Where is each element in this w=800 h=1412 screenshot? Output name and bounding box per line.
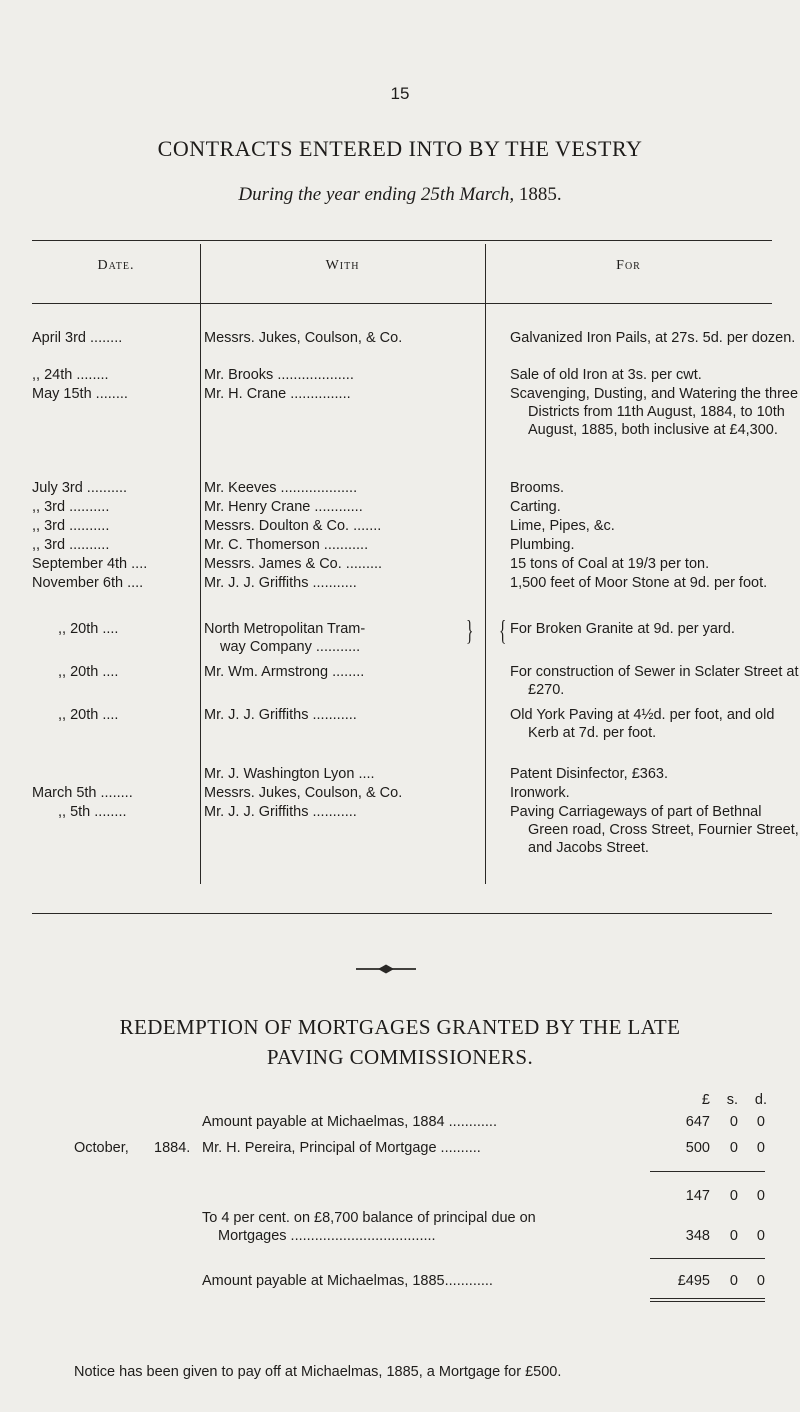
- ledger-pence: 0: [756, 1140, 765, 1156]
- col-head-shillings: s.: [726, 1092, 738, 1108]
- row-for: Sale of old Iron at 3s. per cwt.: [510, 367, 702, 383]
- row-for: For construction of Sewer in Sclater Street at £270.: [510, 664, 799, 698]
- sum-rule: [650, 1258, 765, 1259]
- row-for: Lime, Pipes, &c.: [510, 518, 615, 534]
- row-with: Mr. Wm. Armstrong ........: [204, 664, 365, 680]
- row-for: Old York Paving at 4½d. per foot, and old Kerb at 7d. per foot.: [510, 707, 775, 741]
- ledger-date: October,: [74, 1140, 129, 1156]
- row-for: Patent Disinfector, £363.: [510, 766, 668, 782]
- row-date: April 3rd ........: [32, 330, 123, 346]
- row-date: ,, 24th ........: [32, 367, 109, 383]
- row-for: Galvanized Iron Pails, at 27s. 5d. per dozen.: [510, 330, 796, 346]
- ledger-shillings: 0: [729, 1140, 738, 1156]
- total-rule: [650, 1301, 765, 1302]
- ledger-pence: 0: [756, 1228, 765, 1244]
- row-with: Mr. Henry Crane ............: [204, 499, 363, 515]
- ledger-year: 1884.: [154, 1140, 191, 1156]
- ledger-shillings: 0: [729, 1188, 738, 1204]
- row-with: Mr. J. Washington Lyon ....: [204, 766, 375, 782]
- ledger-pounds: 647: [685, 1114, 710, 1130]
- row-date: ,, 3rd ..........: [32, 499, 110, 515]
- table-top-rule: [32, 240, 772, 241]
- row-for: Scavenging, Dusting, and Watering the three Districts from 11th August, 1884, to 10th August, 1885, both inclusive at £4,300.: [510, 386, 799, 438]
- row-with: Mr. Brooks ...................: [204, 367, 354, 383]
- subtitle: [0, 184, 800, 206]
- right-brace: }: [466, 616, 474, 647]
- row-for: 1,500 feet of Moor Stone at 9d. per foot.: [510, 575, 768, 591]
- ledger-text: Amount payable at Michaelmas, 1884 ............: [202, 1114, 497, 1130]
- ledger-pence: 0: [756, 1114, 765, 1130]
- row-date: September 4th ....: [32, 556, 148, 572]
- table-header-rule: [32, 303, 772, 304]
- row-with: Messrs. Jukes, Coulson, & Co.: [204, 785, 403, 801]
- total-rule: [650, 1298, 765, 1299]
- ledger-pounds: 500: [685, 1140, 710, 1156]
- page-number: 15: [390, 84, 410, 103]
- row-date: ,, 5th ........: [58, 804, 127, 820]
- row-with: Mr. Keeves ...................: [204, 480, 358, 496]
- page-title: CONTRACTS ENTERED INTO BY THE VESTRY: [157, 136, 643, 161]
- ledger-pounds: £495: [677, 1273, 710, 1289]
- row-date: ,, 3rd ..........: [32, 537, 110, 553]
- header-with: With: [325, 258, 360, 273]
- ledger-text: Mr. H. Pereira, Principal of Mortgage ..........: [202, 1140, 481, 1156]
- row-with: Mr. J. J. Griffiths ...........: [204, 575, 357, 591]
- table-bottom-rule: [32, 913, 772, 914]
- col-head-pence: d.: [754, 1092, 767, 1108]
- row-for: For Broken Granite at 9d. per yard.: [510, 621, 735, 637]
- ledger-pence: 0: [756, 1273, 765, 1289]
- row-for: Ironwork.: [510, 785, 570, 801]
- subtitle-period: During the year ending 25th March,: [238, 184, 515, 205]
- row-for: Paving Carriageways of part of Bethnal Green road, Cross Street, Fournier Street, and Jacobs Street.: [510, 804, 799, 856]
- row-for: Plumbing.: [510, 537, 575, 553]
- ledger-pounds: 348: [685, 1228, 710, 1244]
- ledger-text: Amount payable at Michaelmas, 1885............: [202, 1273, 493, 1289]
- table-divider-2: [485, 244, 486, 884]
- row-with-line1: North Metropolitan Tram-: [204, 621, 366, 637]
- row-date: ,, 3rd ..........: [32, 518, 110, 534]
- ledger-pence: 0: [756, 1188, 765, 1204]
- ornament-divider: [356, 963, 416, 975]
- row-with: Mr. H. Crane ...............: [204, 386, 351, 402]
- row-date: March 5th ........: [32, 785, 133, 801]
- section-title-line2: PAVING COMMISSIONERS.: [266, 1045, 534, 1069]
- row-with: Messrs. Jukes, Coulson, & Co.: [204, 330, 403, 346]
- ledger-text: To 4 per cent. on £8,700 balance of principal due on: [202, 1210, 536, 1226]
- row-with: Mr. J. J. Griffiths ...........: [204, 804, 357, 820]
- ledger-pounds: 147: [685, 1188, 710, 1204]
- row-for: 15 tons of Coal at 19/3 per ton.: [510, 556, 710, 572]
- section-title-line1: REDEMPTION OF MORTGAGES GRANTED BY THE LATE: [119, 1015, 681, 1039]
- row-with: Mr. J. J. Griffiths ...........: [204, 707, 357, 723]
- ledger-shillings: 0: [729, 1114, 738, 1130]
- table-divider-1: [200, 244, 201, 884]
- ledger-text-cont: Mortgages ....................................: [218, 1228, 436, 1244]
- col-head-pounds: £: [701, 1092, 710, 1108]
- ledger-shillings: 0: [729, 1273, 738, 1289]
- sum-rule: [650, 1171, 765, 1172]
- header-for: For: [616, 258, 641, 273]
- row-for: Carting.: [510, 499, 561, 515]
- row-date: ,, 20th ....: [58, 621, 119, 637]
- left-brace: {: [499, 616, 507, 647]
- row-with: Messrs. Doulton & Co. .......: [204, 518, 382, 534]
- notice-text: Notice has been given to pay off at Michaelmas, 1885, a Mortgage for £500.: [74, 1364, 562, 1380]
- row-date: ,, 20th ....: [58, 707, 119, 723]
- row-with-line2: way Company ...........: [220, 639, 361, 655]
- row-for: Brooms.: [510, 480, 564, 496]
- row-date: November 6th ....: [32, 575, 144, 591]
- row-date: May 15th ........: [32, 386, 128, 402]
- header-date: Date.: [97, 258, 135, 273]
- row-date: ,, 20th ....: [58, 664, 119, 680]
- ledger-shillings: 0: [729, 1228, 738, 1244]
- subtitle-year: 1885.: [518, 184, 562, 205]
- row-with: Messrs. James & Co. .........: [204, 556, 383, 572]
- row-date: July 3rd ..........: [32, 480, 128, 496]
- row-with: Mr. C. Thomerson ...........: [204, 537, 369, 553]
